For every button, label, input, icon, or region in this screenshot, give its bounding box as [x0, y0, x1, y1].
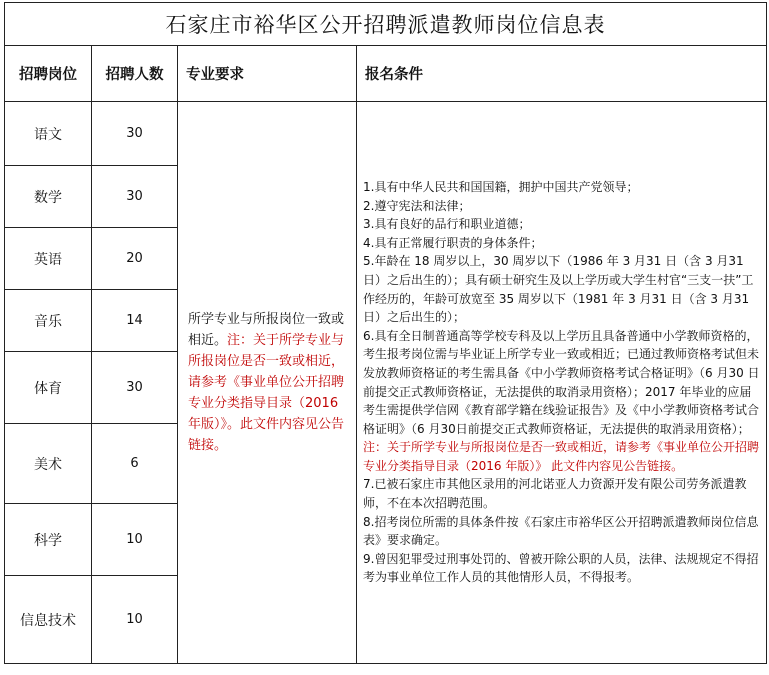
- table-title: 石家庄市裕华区公开招聘派遣教师岗位信息表: [5, 3, 767, 46]
- post-cell: 数学: [5, 166, 92, 228]
- post-cell: 美术: [5, 424, 92, 504]
- header-post: 招聘岗位: [5, 46, 92, 102]
- header-major: 专业要求: [178, 46, 357, 102]
- post-cell: 科学: [5, 504, 92, 576]
- header-conditions: 报名条件: [357, 46, 767, 102]
- count-cell: 30: [92, 352, 178, 424]
- major-requirement-cell: [178, 102, 357, 664]
- count-cell: 10: [92, 576, 178, 664]
- condition-item: 8.招考岗位所需的具体条件按《石家庄市裕华区公开招聘派遣教师岗位信息表》要求确定。: [363, 514, 759, 548]
- post-cell: 信息技术: [5, 576, 92, 664]
- header-count: 招聘人数: [92, 46, 178, 102]
- conditions-cell: [357, 102, 767, 664]
- condition-item: 6.具有全日制普通高等学校专科及以上学历且具备普通中小学教师资格的，考生报考岗位需与毕业证上所学专业一致或相近；已通过教师资格考试但未发放教师资格证的考生需具备《中小学教师资格考试合格证明》（6 月30 日前提交正式教师资格证，无法提供的取消录用资格）；2017 年毕业的应届考生需提供学信网《教育部学籍在线验证报告》及《中小学教师资格考试合格证明》（6 月30日前提交正式教师资格证，无法提供的取消录用资格）；: [363, 328, 760, 436]
- condition-item: 7.已被石家庄市其他区录用的河北诺亚人力资源开发有限公司劳务派遣教师，不在本次招聘范围。: [363, 477, 747, 511]
- condition-item: 4.具有正常履行职责的身体条件；: [363, 235, 543, 250]
- condition-item: 2.遵守宪法和法律；: [363, 198, 471, 213]
- major-note: 注：关于所学专业与所报岗位是否一致或相近，请参考《事业单位公开招聘专业分类指导目录（2016年版）》。此文件内容见公告链接。: [188, 333, 345, 453]
- post-cell: 英语: [5, 228, 92, 290]
- count-cell: 10: [92, 504, 178, 576]
- count-cell: 14: [92, 290, 178, 352]
- count-cell: 30: [92, 166, 178, 228]
- count-cell: 6: [92, 424, 178, 504]
- count-cell: 20: [92, 228, 178, 290]
- post-cell: 音乐: [5, 290, 92, 352]
- condition-item: 3.具有良好的品行和职业道德；: [363, 217, 531, 232]
- post-cell: 体育: [5, 352, 92, 424]
- condition-item: 9.曾因犯罪受过刑事处罚的、曾被开除公职的人员，法律、法规规定不得招考为事业单位工作人员的其他情形人员，不得报考。: [363, 551, 759, 585]
- condition-item: 5.年龄在 18 周岁以上，30 周岁以下（1986 年 3 月31 日（含 3 月31 日）之后出生的）；具有硕士研究生及以上学历或大学生村官“三支一扶”工作经历的，年龄可放宽至 35 周岁以下（1981 年 3 月31 日（含 3 月31 日）之后出生的）；: [363, 254, 754, 325]
- condition-note: 注：关于所学专业与所报岗位是否一致或相近，请参考《事业单位公开招聘专业分类指导目录（2016 年版）》 此文件内容见公告链接。: [363, 440, 760, 473]
- recruitment-info-table: [4, 2, 767, 664]
- major-text: 所学专业与所报岗位一致或相近。: [188, 312, 345, 348]
- table-row: [5, 102, 767, 166]
- count-cell: 30: [92, 102, 178, 166]
- condition-item: 1.具有中华人民共和国国籍，拥护中国共产党领导；: [363, 179, 639, 194]
- post-cell: 语文: [5, 102, 92, 166]
- header-row: [5, 46, 767, 102]
